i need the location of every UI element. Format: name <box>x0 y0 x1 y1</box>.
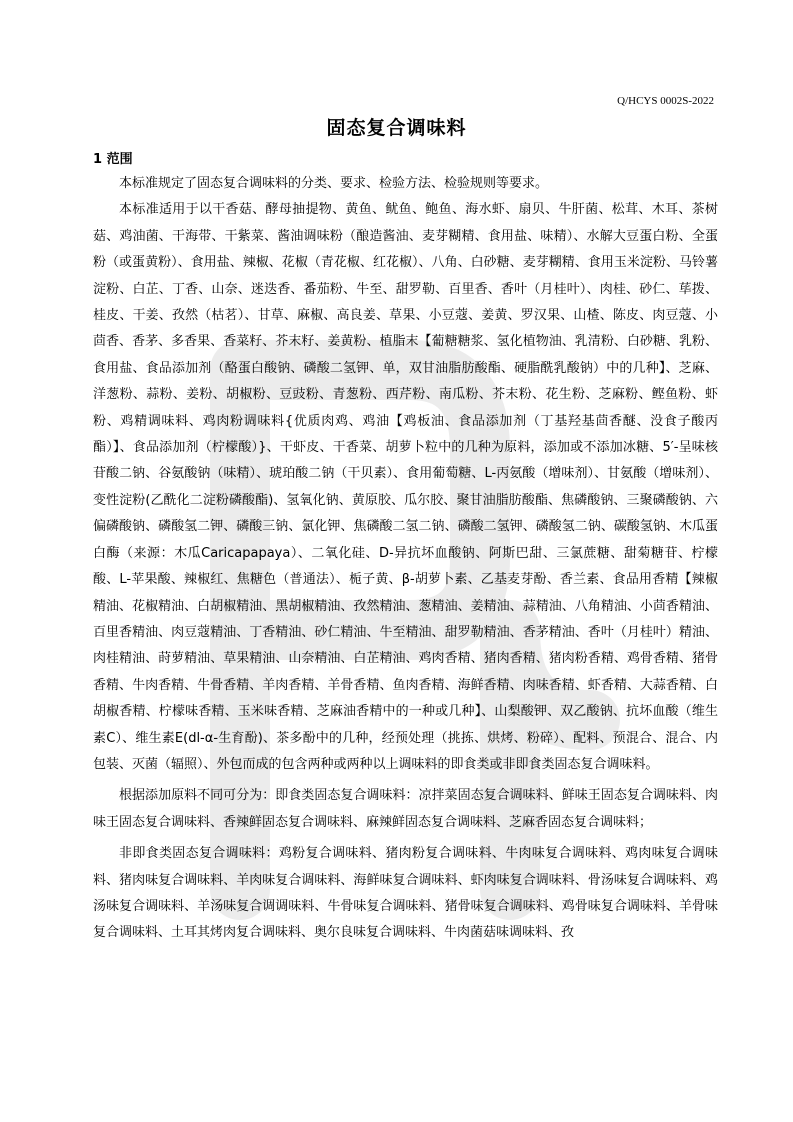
paragraph-classification: 根据添加原料不同可分为：即食类固态复合调味料：凉拌菜固态复合调味料、鲜味王固态复合调味料、肉味王固态复合调味料、香辣鲜固态复合调味料、麻辣鲜固态复合调味料、芝麻香固态复合调味料； <box>93 788 718 830</box>
paragraph-applicability: 本标准适用于以干香菇、酵母抽提物、黄鱼、鱿鱼、鲍鱼、海水虾、扇贝、牛肝菌、松茸、木耳、茶树菇、鸡油菌、干海带、干紫菜、酱油调味粉（酿造酱油、麦芽糊精、食用盐、味精）、水解大豆蛋白粉、全蛋粉（或蛋黄粉）、食用盐、辣椒、花椒（青花椒、红花椒）、八角、白砂糖、麦芽糊精、食用玉米淀粉、马铃薯淀粉、白芷、丁香、山奈、迷迭香、番茄粉、牛至、甜罗勒、百里香、香叶（月桂叶）、肉桂、砂仁、荜拨、桂皮、干姜、孜然（枯茗）、甘草、麻椒、高良姜、草果、小豆蔻、姜黄、罗汉果、山楂、陈皮、肉豆蔻、小茴香、香茅、多香果、香菜籽、芥末籽、姜黄粉、植脂末【葡糖糖浆、氢化植物油、乳清粉、白砂糖、乳粉、食用盐、食品添加剂（酪蛋白酸钠、磷酸二氢钾、单，双甘油脂肪酸酯、硬脂酰乳酸钠）中的几种】、芝麻、洋葱粉、蒜粉、姜粉、胡椒粉、豆豉粉、青葱粉、西芹粉、南瓜粉、芥末粉、花生粉、芝麻粉、鲣鱼粉、虾粉、鸡精调味料、鸡肉粉调味料{优质肉鸡、鸡油【鸡板油、食品添加剂（丁基羟基茴香醚、没食子酸丙酯）】、食品添加剂（柠檬酸）}、干虾皮、干香菜、胡萝卜粒中的几种为原料，添加或不添加冰糖、5′-呈味核苷酸二钠、谷氨酸钠（味精）、琥珀酸二钠（干贝素）、食用葡萄糖、L-丙氨酸（增味剂）、甘氨酸（增味剂）、变性淀粉(乙酰化二淀粉磷酸酯)、氢氧化钠、黄原胶、瓜尔胶、聚甘油脂肪酸酯、焦磷酸钠、三聚磷酸钠、六偏磷酸钠、磷酸氢二钾、磷酸三钠、氯化钾、焦磷酸二氢二钠、磷酸二氢钾、磷酸氢二钠、碳酸氢钠、木瓜蛋白酶（来源：木瓜Caricapapaya）、二氧化硅、D-异抗坏血酸钠、阿斯巴甜、三氯蔗糖、甜菊糖苷、柠檬酸、L-苹果酸、辣椒红、焦糖色（普通法）、栀子黄、β-胡萝卜素、乙基麦芽酚、香兰素、食品用香精【辣椒精油、花椒精油、白胡椒精油、黑胡椒精油、孜然精油、葱精油、姜精油、蒜精油、八角精油、小茴香精油、百里香精油、肉豆蔻精油、丁香精油、砂仁精油、牛至精油、甜罗勒精油、香茅精油、香叶（月桂叶）精油、肉桂精油、莳萝精油、草果精油、山奈精油、白芷精油、鸡肉香精、猪肉香精、猪肉粉香精、鸡骨香精、猪骨香精、牛肉香精、牛骨香精、羊肉香精、羊骨香精、鱼肉香精、海鲜香精、肉味香精、虾香精、大蒜香精、白胡椒香精、柠檬味香精、玉米味香精、芝麻油香精中的一种或几种】、山梨酸钾、双乙酸钠、抗坏血酸（维生素C）、维生素E(dl-α-生育酚)、茶多酚中的几种，经预处理（挑拣、烘烤、粉碎）、配料、预混合、混合、内包装、灭菌（辐照）、外包而成的包含两种或两种以上调味料的即食类或非即食类固态复合调味料。 <box>93 202 718 772</box>
page-title: 固态复合调味料 <box>326 117 467 139</box>
paragraph-scope: 本标准规定了固态复合调味料的分类、要求、检验方法、检验规则等要求。 <box>119 176 549 191</box>
document-code: Q/HCYS 0002S-2022 <box>617 95 714 107</box>
section-heading: 1 范围 <box>93 152 133 167</box>
document-body <box>93 171 718 947</box>
paragraph-non-instant: 非即食类固态复合调味料：鸡粉复合调味料、猪肉粉复合调味料、牛肉味复合调味料、鸡肉味复合调味料、猪肉味复合调味料、羊肉味复合调味料、海鲜味复合调味料、虾肉味复合调味料、骨汤味复合调味料、鸡汤味复合调味料、羊汤味复合调调味料、牛骨味复合调味料、猪骨味复合调味料、鸡骨味复合调味料、羊骨味复合调味料、土耳其烤肉复合调味料、奥尔良味复合调味料、牛肉菌菇味调味料、孜 <box>93 846 718 941</box>
